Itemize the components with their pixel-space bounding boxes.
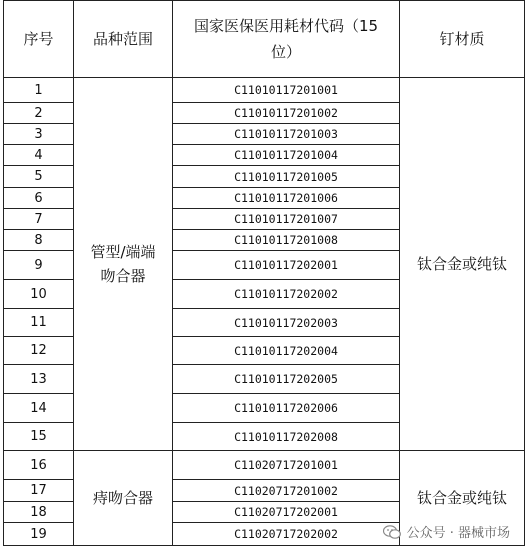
- header-range: 品种范围: [74, 1, 173, 78]
- row-index: 17: [4, 480, 74, 502]
- row-index: 8: [4, 230, 74, 251]
- row-index: 6: [4, 188, 74, 209]
- range-cell: 痔吻合器: [74, 451, 173, 546]
- watermark-text: 公众号 · 器械市场: [406, 526, 510, 541]
- row-index: 3: [4, 124, 74, 145]
- header-material: 钉材质: [400, 1, 525, 78]
- row-index: 11: [4, 309, 74, 337]
- range-cell: 管型/端端吻合器: [74, 78, 173, 451]
- row-index: 5: [4, 166, 74, 188]
- header-row: [4, 1, 525, 78]
- header-code: 国家医保医用耗材代码（15位）: [173, 1, 400, 78]
- code-cell: C11010117202001: [173, 251, 400, 280]
- row-index: 13: [4, 365, 74, 394]
- table-row: [4, 451, 525, 480]
- row-index: 18: [4, 502, 74, 523]
- code-cell: C11010117202005: [173, 365, 400, 394]
- row-index: 16: [4, 451, 74, 480]
- row-index: 19: [4, 523, 74, 546]
- code-cell: C11010117202004: [173, 337, 400, 365]
- row-index: 2: [4, 103, 74, 124]
- code-cell: C11010117202002: [173, 280, 400, 309]
- code-cell: C11010117201005: [173, 166, 400, 188]
- code-cell: C11010117202008: [173, 423, 400, 451]
- row-index: 9: [4, 251, 74, 280]
- code-cell: C11010117201002: [173, 103, 400, 124]
- code-cell: C11010117201007: [173, 209, 400, 230]
- code-cell: C11010117201004: [173, 145, 400, 166]
- code-cell: C11010117201003: [173, 124, 400, 145]
- row-index: 12: [4, 337, 74, 365]
- row-index: 1: [4, 78, 74, 103]
- row-index: 14: [4, 394, 74, 423]
- code-cell: C11010117201006: [173, 188, 400, 209]
- row-index: 7: [4, 209, 74, 230]
- wechat-icon: [383, 525, 401, 539]
- code-cell: C11020717201002: [173, 480, 400, 502]
- consumables-code-table: [3, 0, 525, 546]
- row-index: 10: [4, 280, 74, 309]
- row-index: 15: [4, 423, 74, 451]
- code-cell: C11010117202003: [173, 309, 400, 337]
- code-cell: C11010117202006: [173, 394, 400, 423]
- header-index: 序号: [4, 1, 74, 78]
- material-cell: 钛合金或纯钛: [400, 451, 525, 546]
- code-cell: C11020717202002: [173, 523, 400, 546]
- table-row: [4, 78, 525, 103]
- code-cell: C11020717202001: [173, 502, 400, 523]
- code-cell: C11010117201008: [173, 230, 400, 251]
- watermark: [383, 522, 510, 541]
- code-cell: C11020717201001: [173, 451, 400, 480]
- code-cell: C11010117201001: [173, 78, 400, 103]
- row-index: 4: [4, 145, 74, 166]
- material-cell: 钛合金或纯钛: [400, 78, 525, 451]
